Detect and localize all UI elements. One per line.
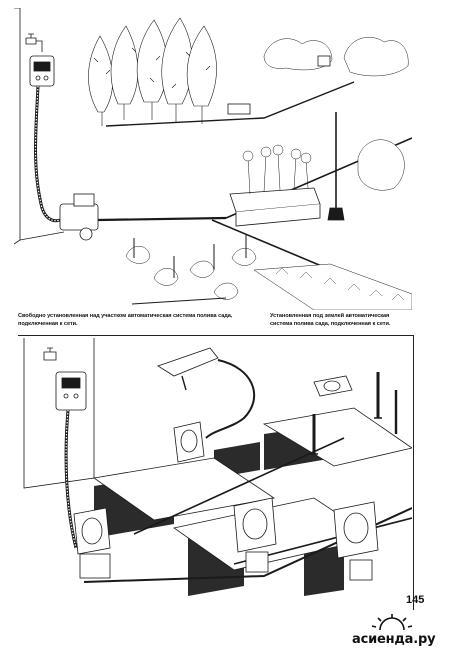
frame-right-rule <box>413 335 414 610</box>
caption-above-ground-system: Свободно установленная над участком автоматическая система полива сада, подключенная к сети. <box>18 313 233 327</box>
caption-underground-system: Установленная под землей автоматическая система полива сада, подключенная к сети. <box>270 313 391 327</box>
watermark-text: асиенда.ру <box>352 632 436 647</box>
page-number: 145 <box>406 594 425 606</box>
underground-irrigation-illustration <box>14 338 412 610</box>
frame-top-rule <box>18 335 413 336</box>
above-ground-irrigation-illustration <box>14 8 412 310</box>
